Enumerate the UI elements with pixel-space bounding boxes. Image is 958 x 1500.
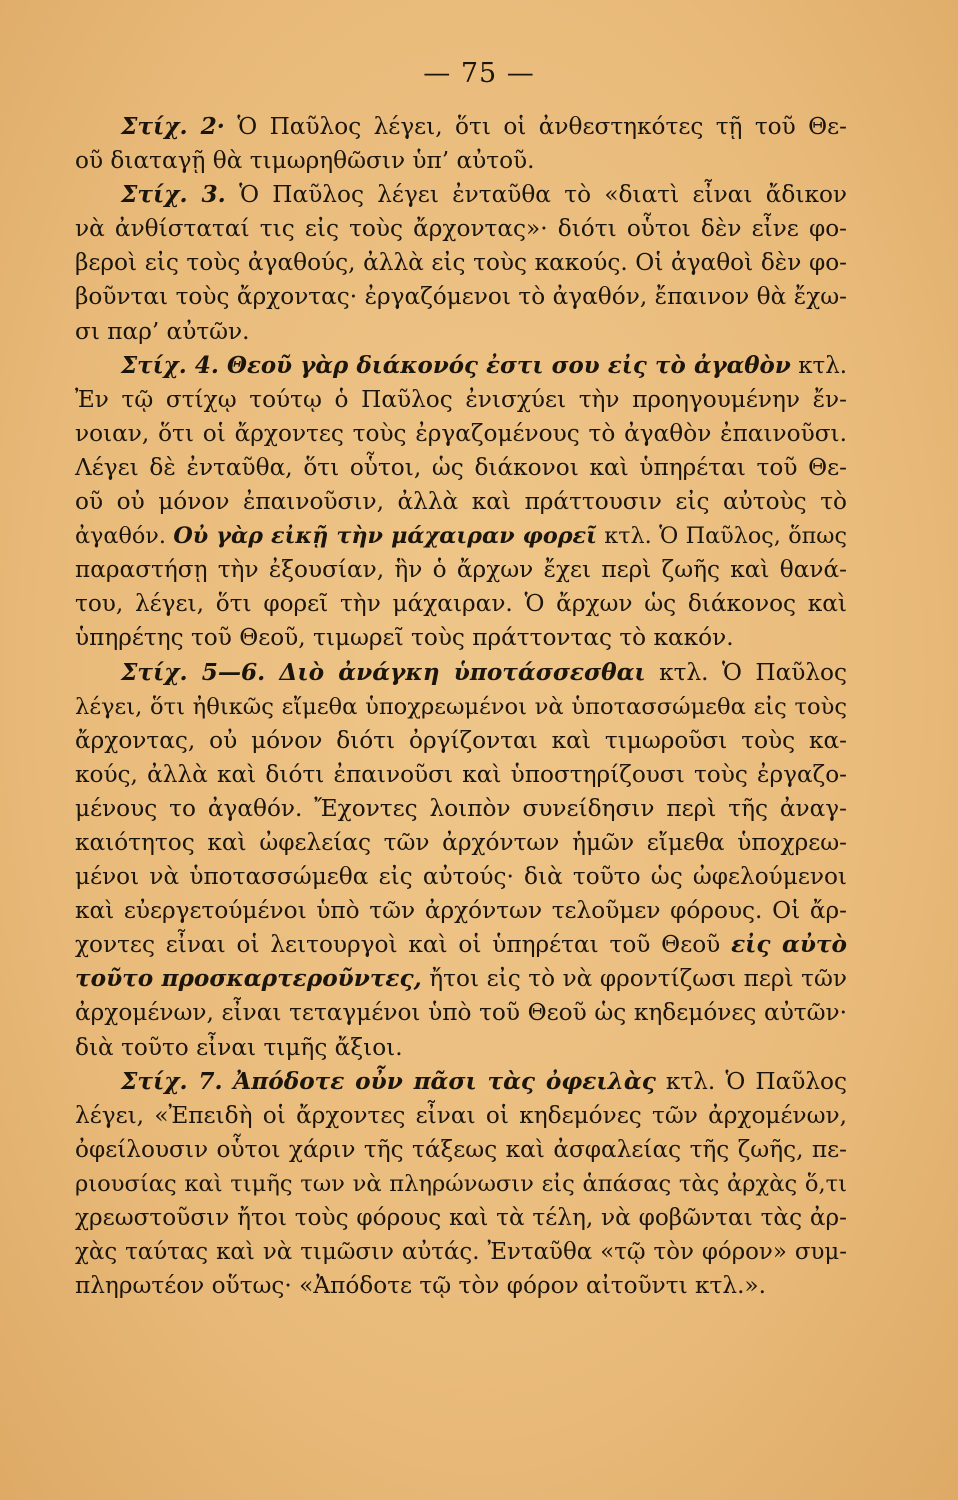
text-line: οῦ διαταγῇ θὰ τιμωρηθῶσιν ὑπ’ αὐτοῦ.	[75, 147, 535, 175]
text-line: κούς, ἀλλὰ καὶ διότι ἐπαινοῦσι καὶ ὑποστηρίζουσι τοὺς ἐργαζο-	[75, 760, 847, 788]
scripture-quote: Οὐ γὰρ εἰκῇ τὴν μάχαιραν φορεῖ	[173, 523, 597, 550]
text-line: ριουσίας καὶ τιμῆς των νὰ πληρώνωσιν εἰς ἁπάσας τὰς ἀρχὰς ὅ,τι	[75, 1170, 847, 1197]
text-line: μένους το ἀγαθόν. Ἔχοντες λοιπὸν συνείδησιν περὶ τῆς ἀναγ-	[75, 794, 847, 822]
text-line: τοῦτο προσκαρτεροῦντες, ἤτοι εἰς τὸ νὰ φροντίζωσι περὶ τῶν	[75, 965, 848, 993]
text-line: Ἐν τῷ στίχῳ τούτῳ ὁ Παῦλος ἐνισχύει τὴν προηγουμένην ἔν-	[75, 385, 847, 413]
text-line: Στίχ. 2· Ὁ Παῦλος λέγει, ὅτι οἱ ἀνθεστηκότες τῇ τοῦ Θε-	[121, 113, 847, 140]
verse-ref: Στίχ. 3.	[121, 181, 226, 209]
text-line: μένοι νὰ ὑποτασσώμεθα εἰς αὐτούς· διὰ τοῦτο ὡς ὠφελούμενοι	[75, 863, 847, 891]
text-line: χρεωστοῦσιν ἤτοι τοὺς φόρους καὶ τὰ τέλη, νὰ φοβῶνται τὰς ἀρ-	[75, 1204, 847, 1231]
text-line: Λέγει δὲ ἐνταῦθα, ὅτι οὗτοι, ὡς διάκονοι καὶ ὑπηρέται τοῦ Θε-	[75, 453, 847, 481]
verse-ref: Στίχ. 2·	[121, 113, 225, 140]
text-line: διὰ τοῦτο εἶναι τιμῆς ἄξιοι.	[75, 1033, 403, 1061]
text-line: βοῦνται τοὺς ἄρχοντας· ἐργαζόμενοι τὸ ἀγαθόν, ἔπαινον θὰ ἔχω-	[75, 283, 847, 311]
text-line: λέγει, «Ἐπειδὴ οἱ ἄρχοντες εἶναι οἱ κηδεμόνες τῶν ἀρχομένων,	[75, 1101, 847, 1129]
scripture-quote: Ἀπόδοτε οὖν πᾶσι τὰς ὀφειλὰς	[222, 1067, 656, 1095]
verse-ref: Στίχ. 4.	[121, 351, 219, 379]
text-line: καιότητος καὶ ὠφελείας τῶν ἀρχόντων ἡμῶν εἴμεθα ὑποχρεω-	[75, 828, 847, 856]
page-number: — 75 —	[423, 58, 535, 89]
text-line: χὰς ταύτας καὶ νὰ τιμῶσιν αὐτάς. Ἐνταῦθα «τῷ τὸν φόρον» συμ-	[75, 1239, 847, 1266]
text-line: νοιαν, ὅτι οἱ ἄρχοντες τοὺς ἐργαζομένους τὸ ἀγαθὸν ἐπαινοῦσι.	[75, 419, 847, 447]
text-line: καὶ εὐεργετούμένοι ὑπὸ τῶν ἀρχόντων τελοῦμεν φόρους. Οἱ ἄρ-	[75, 897, 847, 925]
scripture-quote: εἰς αὐτὸ	[731, 931, 847, 959]
body-text	[75, 110, 847, 1303]
text-line: ἀγαθόν. Οὐ γὰρ εἰκῇ τὴν μάχαιραν φορεῖ κτλ. Ὁ Παῦλος, ὅπως	[75, 523, 847, 550]
scripture-quote: Θεοῦ γὰρ διάκονός ἐστι σου εἰς τὸ ἀγαθὸν	[218, 351, 791, 379]
text-line: του, λέγει, ὅτι φορεῖ τὴν μάχαιραν. Ὁ ἄρχων ὡς διάκονος καὶ	[75, 590, 847, 618]
text-line: χοντες εἶναι οἱ λειτουργοὶ καὶ οἱ ὑπηρέται τοῦ Θεοῦ εἰς αὐτὸ	[75, 931, 847, 959]
text-line: λέγει, ὅτι ἠθικῶς εἴμεθα ὑποχρεωμένοι νὰ ὑποτασσώμεθα εἰς τοὺς	[75, 693, 847, 720]
text-line: παραστήσῃ τὴν ἐξουσίαν, ἣν ὁ ἄρχων ἔχει περὶ ζωῆς καὶ θανά-	[75, 556, 847, 584]
text-line: πληρωτέον οὕτως· «Ἀπόδοτε τῷ τὸν φόρον αἰτοῦντι κτλ.».	[75, 1272, 766, 1300]
text-line: ὑπηρέτης τοῦ Θεοῦ, τιμωρεῖ τοὺς πράττοντας τὸ κακόν.	[75, 624, 734, 652]
text-line: ἀρχομένων, εἶναι τεταγμένοι ὑπὸ τοῦ Θεοῦ ὡς κηδεμόνες αὐτῶν·	[75, 999, 847, 1027]
verse-ref: Στίχ. 5—6.	[121, 658, 266, 686]
text-line: νὰ ἀνθίσταταί τις εἰς τοὺς ἄρχοντας»· διότι οὗτοι δὲν εἶνε φο-	[75, 215, 847, 243]
text-line: ὀφείλουσιν οὗτοι χάριν τῆς τάξεως καὶ ἀσφαλείας τῆς ζωῆς, πε-	[75, 1135, 847, 1163]
scripture-quote: Διὸ ἀνάγκη ὑποτάσσεσθαι	[265, 658, 646, 686]
text-line: Στίχ. 4. Θεοῦ γὰρ διάκονός ἐστι σου εἰς τὸ ἀγαθὸν κτλ.	[121, 351, 847, 379]
text-line: ἄρχοντας, οὐ μόνον διότι ὀργίζονται καὶ τιμωροῦσι τοὺς κα-	[75, 726, 847, 754]
text-line: Στίχ. 7. Ἀπόδοτε οὖν πᾶσι τὰς ὀφειλὰς κτλ. Ὁ Παῦλος	[121, 1067, 847, 1095]
text-line: οῦ οὐ μόνον ἐπαινοῦσιν, ἀλλὰ καὶ πράττουσιν εἰς αὐτοὺς τὸ	[75, 488, 847, 516]
text-line: βεροὶ εἰς τοὺς ἀγαθούς, ἀλλὰ εἰς τοὺς κακούς. Οἱ ἀγαθοὶ δὲν φο-	[75, 249, 847, 277]
scripture-quote: τοῦτο προσκαρτεροῦντες,	[75, 965, 422, 993]
text-line: Στίχ. 3. Ὁ Παῦλος λέγει ἐνταῦθα τὸ «διατὶ εἶναι ἄδικον	[121, 181, 847, 209]
text-line: σι παρ’ αὐτῶν.	[75, 317, 250, 345]
verse-ref: Στίχ. 7.	[121, 1067, 223, 1095]
text-line: Στίχ. 5—6. Διὸ ἀνάγκη ὑποτάσσεσθαι κτλ. Ὁ Παῦλος	[121, 658, 848, 686]
